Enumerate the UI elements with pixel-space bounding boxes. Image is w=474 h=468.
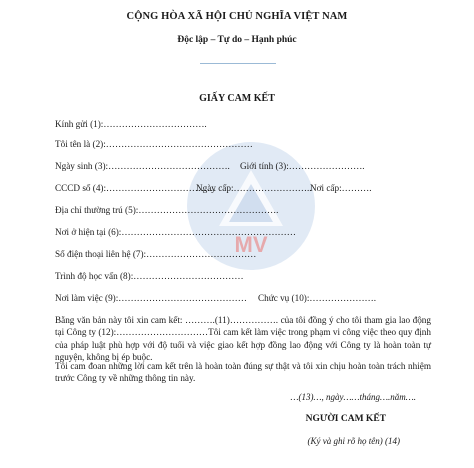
field-kinh-gui: Kính gửi (1):……………………………. xyxy=(55,119,207,129)
country-header: CỘNG HÒA XÃ HỘI CHỦ NGHĨA VIỆT NAM xyxy=(126,11,348,22)
field-chuc-vu: Chức vụ (10):…………………. xyxy=(258,293,377,303)
signer-title: NGƯỜI CAM KẾT xyxy=(305,414,386,424)
header-divider xyxy=(200,63,276,64)
document-title: GIẤY CAM KẾT xyxy=(199,93,275,104)
field-trinh-do: Trình độ học vấn (8):……………………………… xyxy=(55,271,244,281)
field-noi-o: Nơi ở hiện tại (6):………………………………………………… xyxy=(55,227,296,237)
field-ngay-sinh: Ngày sinh (3):…………………………………. xyxy=(55,161,230,171)
field-gioi-tinh: Giới tính (3):……………………. xyxy=(240,161,365,171)
assurance-paragraph: Tôi cam đoan những lời cam kết trên là hoàn toàn đúng sự thật và tôi xin chịu hoàn toàn trách nhiệm trước Công ty về những thông tin này. xyxy=(55,361,431,384)
field-noi-lam-viec: Nơi làm việc (9):…………………………………… xyxy=(55,293,247,303)
field-dia-chi: Địa chỉ thường trú (5):………………………………………. xyxy=(55,205,279,215)
field-noi-cap: Nơi cấp:………. xyxy=(310,183,372,193)
field-toi-ten: Tôi tên là (2):………………………………………… xyxy=(55,139,253,149)
field-so-dien-thoai: Số điện thoại liên hệ (7):……………………………… xyxy=(55,249,257,259)
field-cccd: CCCD số (4):……………………………… xyxy=(55,183,217,193)
commitment-paragraph: Bằng văn bản này tôi xin cam kết: ……….(11)……………. của tôi đồng ý cho tôi tham gia lao động tại Công ty (12):…………………………Tôi cam kết làm việc trong phạm vi công việc theo quy định của pháp luật phù hợp với độ tuổi và việc giao kết hợp đồng lao động với Công ty là hoàn toàn tự nguyện, không bị ép buộc. xyxy=(55,315,431,363)
field-ngay-cap: Ngày cấp:…………………….. xyxy=(196,183,312,193)
signature-date-line: …(13)…, ngày……tháng….năm…. xyxy=(290,392,416,402)
watermark-text: MV xyxy=(234,232,268,257)
motto-header: Độc lập – Tự do – Hạnh phúc xyxy=(177,35,297,45)
signer-note: (Ký và ghi rõ họ tên) (14) xyxy=(307,436,400,446)
